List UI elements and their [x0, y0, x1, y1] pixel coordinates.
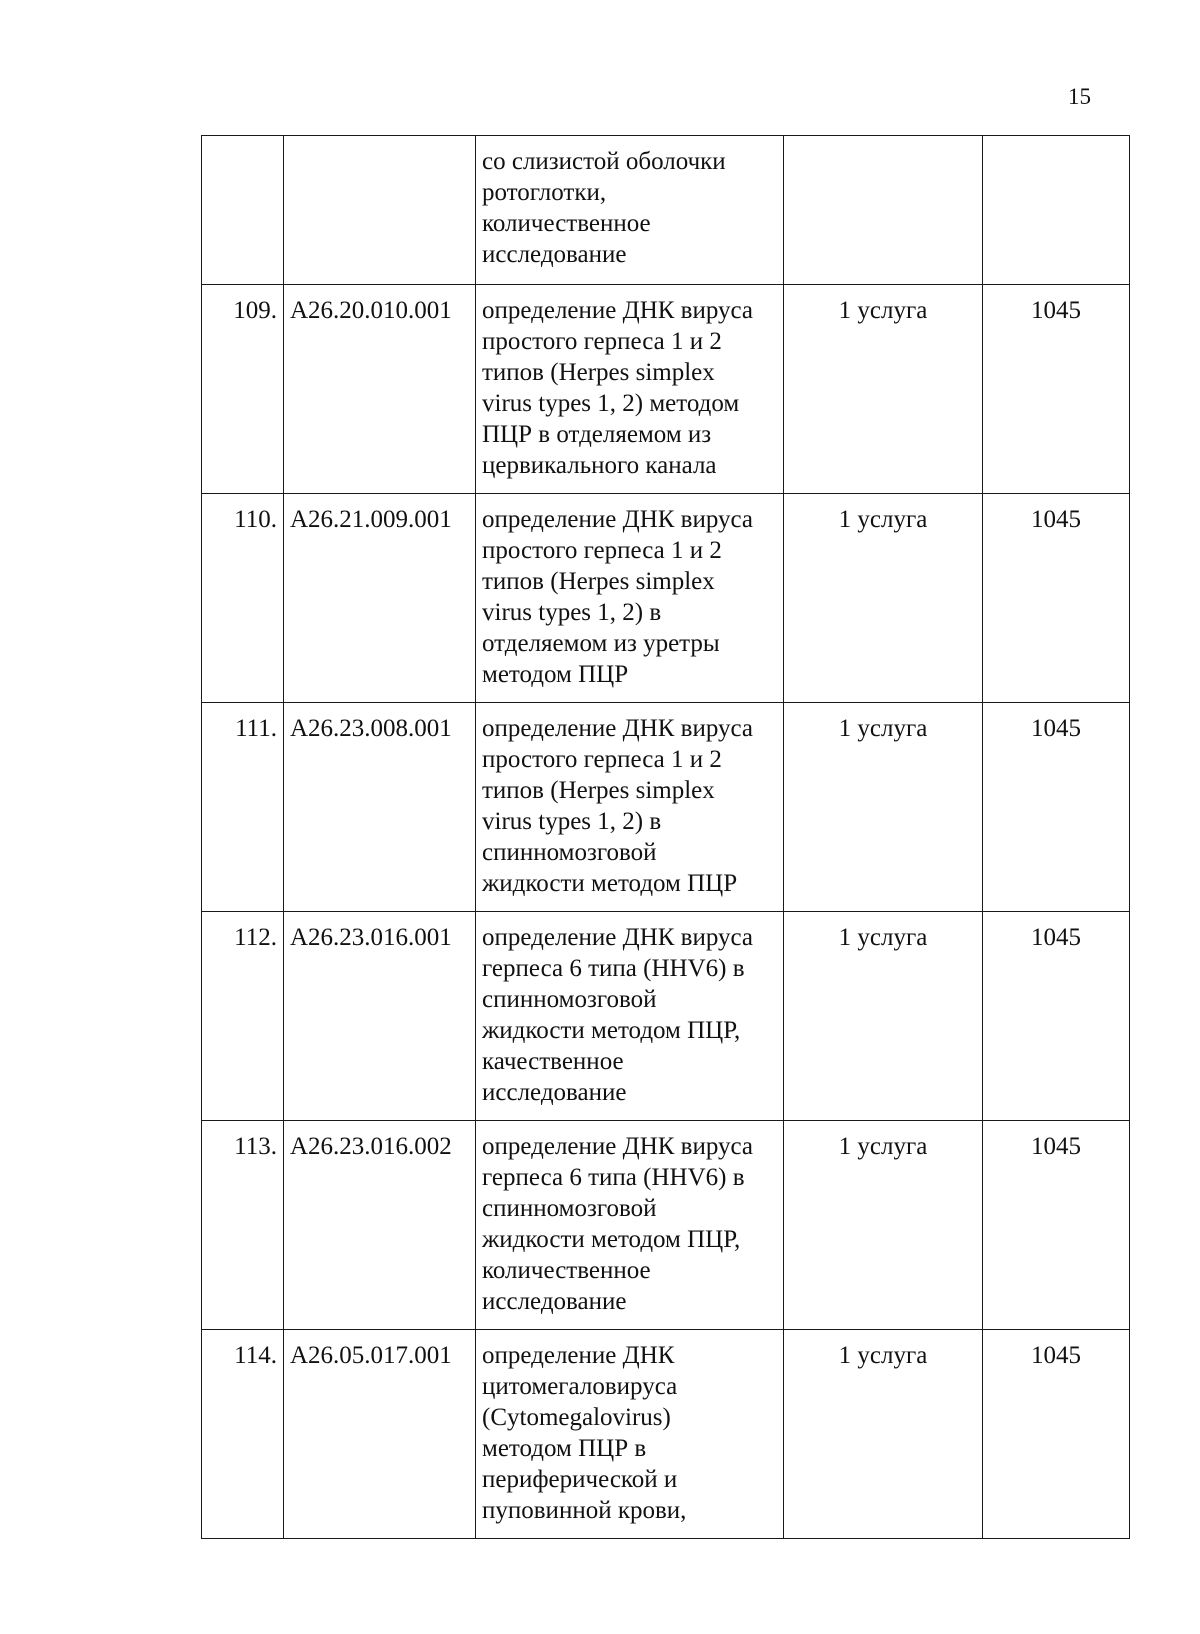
- row-number-cell: 112.: [202, 912, 284, 1121]
- unit-cell: [784, 136, 983, 285]
- row-number-cell: 110.: [202, 494, 284, 703]
- unit-cell: 1 услуга: [784, 1121, 983, 1330]
- price-cell: 1045: [983, 912, 1130, 1121]
- service-code-cell: A26.23.016.001: [284, 912, 476, 1121]
- price-cell: 1045: [983, 1121, 1130, 1330]
- table-row: [202, 1121, 1130, 1330]
- price-cell: [983, 136, 1130, 285]
- service-name-cell: определение ДНК вируса герпеса 6 типа (HHV6) в спинномозговой жидкости методом ПЦР, количественное исследование: [476, 1121, 784, 1330]
- unit-cell: 1 услуга: [784, 1330, 983, 1539]
- unit-cell: 1 услуга: [784, 912, 983, 1121]
- row-number-cell: 114.: [202, 1330, 284, 1539]
- unit-cell: 1 услуга: [784, 494, 983, 703]
- service-code-cell: A26.21.009.001: [284, 494, 476, 703]
- service-name-cell: определение ДНК вируса простого герпеса 1 и 2 типов (Herpes simplex virus types 1, 2) в спинномозговой жидкости методом ПЦР: [476, 703, 784, 912]
- table-row: [202, 494, 1130, 703]
- table-row: [202, 285, 1130, 494]
- service-name-cell: определение ДНК вируса герпеса 6 типа (HHV6) в спинномозговой жидкости методом ПЦР, качественное исследование: [476, 912, 784, 1121]
- row-number-cell: 113.: [202, 1121, 284, 1330]
- service-code-cell: A26.23.008.001: [284, 703, 476, 912]
- unit-cell: 1 услуга: [784, 285, 983, 494]
- service-code-cell: A26.23.016.002: [284, 1121, 476, 1330]
- unit-cell: 1 услуга: [784, 703, 983, 912]
- service-name-cell: определение ДНК вируса простого герпеса 1 и 2 типов (Herpes simplex virus types 1, 2) в отделяемом из уретры методом ПЦР: [476, 494, 784, 703]
- row-number-cell: [202, 136, 284, 285]
- service-name-cell: определение ДНК цитомегаловируса (Cytomegalovirus) методом ПЦР в периферической и пуповинной крови,: [476, 1330, 784, 1539]
- price-cell: 1045: [983, 1330, 1130, 1539]
- table-row: [202, 703, 1130, 912]
- price-cell: 1045: [983, 703, 1130, 912]
- service-name-cell: со слизистой оболочки ротоглотки, количественное исследование: [476, 136, 784, 285]
- service-name-cell: определение ДНК вируса простого герпеса 1 и 2 типов (Herpes simplex virus types 1, 2) методом ПЦР в отделяемом из цервикального канала: [476, 285, 784, 494]
- table-row: [202, 1330, 1130, 1539]
- row-number-cell: 111.: [202, 703, 284, 912]
- services-table: [201, 135, 1130, 1539]
- service-code-cell: [284, 136, 476, 285]
- page-number: 15: [1068, 84, 1091, 109]
- price-cell: 1045: [983, 285, 1130, 494]
- service-code-cell: A26.05.017.001: [284, 1330, 476, 1539]
- row-number-cell: 109.: [202, 285, 284, 494]
- table-row: [202, 912, 1130, 1121]
- service-code-cell: A26.20.010.001: [284, 285, 476, 494]
- price-cell: 1045: [983, 494, 1130, 703]
- table-row-continuation: [202, 136, 1130, 285]
